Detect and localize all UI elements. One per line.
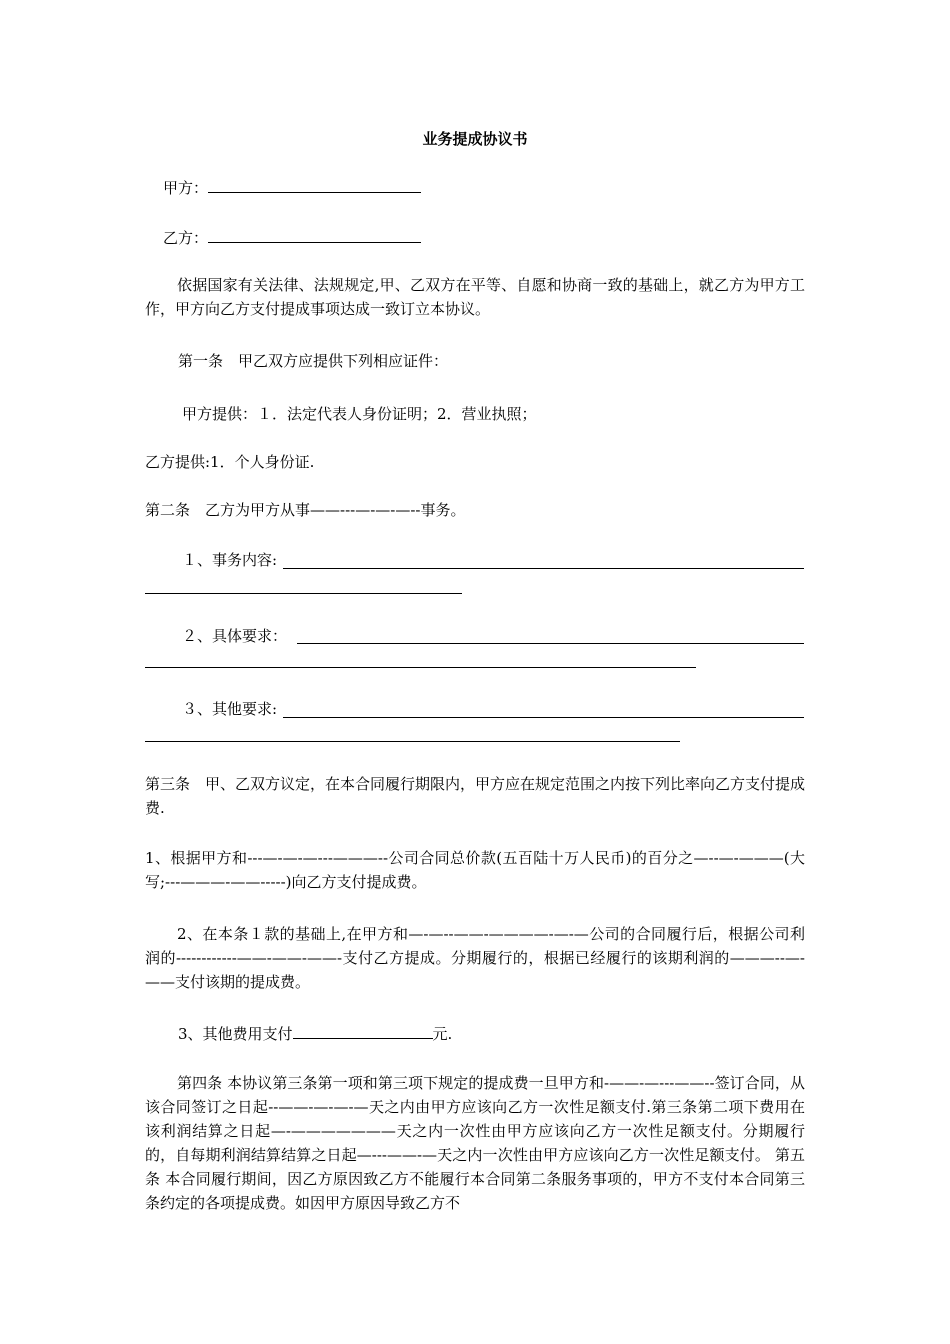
article-2-item-3-label: ３、其他要求: [182, 700, 278, 718]
item-3-amount-blank [293, 1022, 433, 1039]
article-3-item-1: 1、根据甲方和---—-—-—---———--公司合同总价款(五百陆十万人民币)的百分之—--—-———(大写;---———-——-----)向乙方支付提成费。 [145, 849, 805, 891]
article-2-item-1-label: １、事务内容: [182, 551, 278, 569]
article-3-item-3 [178, 1022, 452, 1046]
article-2-heading: 第二条 乙方为甲方从事——---—-—-—--事务。 [145, 501, 466, 519]
party-a-label: 甲方： [163, 179, 209, 197]
article-4-5-paragraph: 第四条 本协议第三条第一项和第三项下规定的提成费一旦甲方和-——-—---——--签订合同，从该合同签订之日起--——-—-—-—天之内由甲方应该向乙方一次性足额支付.第三条第二项下费用在该利润结算之日起—-———————天之内一次性由甲方应该向乙方一次性足额支付。分期履行的，自每期利润结算结算之日起—---——-—天之内一次性由甲方应该向乙方一次性足额支付。 第五条 本合同履行期间，因乙方原因致乙方不能履行本合同第二条服务事项的，甲方不支付本合同第三条约定的各项提成费。如因甲方原因导致乙方不 [145, 1074, 805, 1212]
item-1-blank-line-2 [145, 593, 462, 594]
article-3-item-2: 2、在本条１款的基础上,在甲方和—-—--——-————-—-—公司的合同履行后，根据公司利润的------------——-——-——-支付乙方提成。分期履行的，根据已经履行的该期利润的———--—-——支付该期的提成费。 [145, 925, 805, 991]
item-2-blank-line-2 [145, 667, 696, 668]
party-b-label: 乙方： [163, 229, 209, 247]
intro-paragraph: 依据国家有关法律、法规规定,甲、乙双方在平等、自愿和协商一致的基础上，就乙方为甲方工作，甲方向乙方支付提成事项达成一致订立本协议。 [145, 276, 805, 318]
party-b-blank [208, 226, 421, 243]
item-3-prefix: 3、其他费用支付 [178, 1025, 293, 1043]
article-1-heading: 第一条 甲乙双方应提供下列相应证件： [178, 352, 449, 370]
article-2-item-2-label: ２、具体要求： [182, 627, 288, 645]
item-3-blank-line-2 [145, 741, 680, 742]
party-b-line [163, 226, 421, 250]
article-1-party-b-provides: 乙方提供:1．个人身份证. [145, 453, 315, 471]
party-a-line [163, 176, 421, 200]
item-3-suffix: 元. [432, 1025, 453, 1043]
document-title: 业务提成协议书 [422, 130, 528, 148]
article-3-heading: 第三条 甲、乙双方议定，在本合同履行期限内，甲方应在规定范围之内按下列比率向乙方支付提成费. [145, 775, 806, 817]
party-a-blank [208, 176, 421, 193]
item-3-blank-line-1 [283, 717, 804, 718]
item-2-blank-line-1 [297, 643, 804, 644]
article-1-party-a-provides: 甲方提供：１．法定代表人身份证明；2．营业执照； [182, 405, 537, 423]
item-1-blank-line-1 [283, 568, 804, 569]
